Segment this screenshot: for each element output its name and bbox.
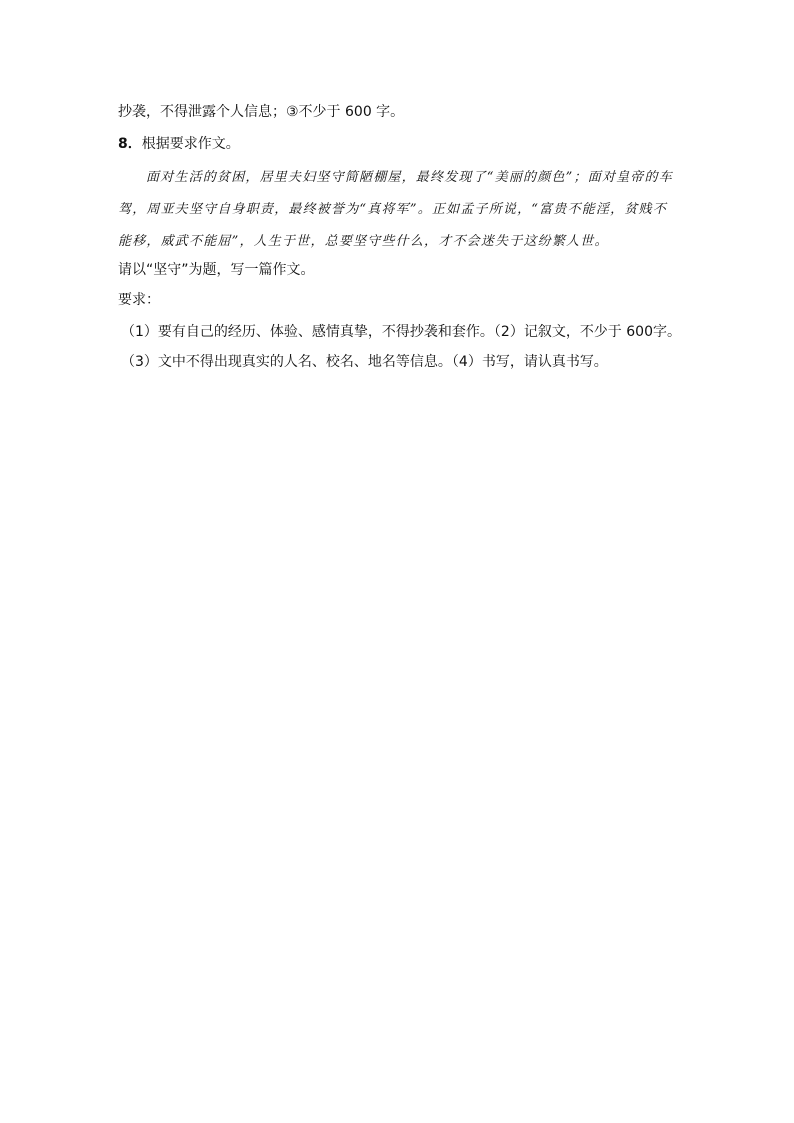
passage-line-2: 驾，周亚夫坚守自身职责，最终被誉为“真将军”。正如孟子所说，“富贵不能淫，贫贱不 [118,202,667,217]
passage-line-1: 面对生活的贫困，居里夫妇坚守简陋棚屋，最终发现了“美丽的颜色”；面对皇帝的车 [146,170,673,185]
passage-line-3: 能移，威武不能屈”，人生于世，总要坚守些什么，才不会迷失于这纷繁人世。 [118,234,609,249]
previous-question-tail: 抄袭，不得泄露个人信息；③不少于 600 字。 [118,104,405,120]
requirement-line-1: （1）要有自己的经历、体验、感情真挚，不得抄袭和套作。（2）记叙文，不少于 600字。 [121,324,681,340]
question-prompt: 根据要求作文。 [141,136,240,152]
question-number: 8． [118,136,142,152]
requirements-label: 要求： [118,292,160,308]
question-heading [118,134,240,154]
writing-task: 请以“坚守”为题，写一篇作文。 [118,262,315,278]
requirement-line-2: （3）文中不得出现真实的人名、校名、地名等信息。（4）书写，请认真书写。 [121,354,608,370]
